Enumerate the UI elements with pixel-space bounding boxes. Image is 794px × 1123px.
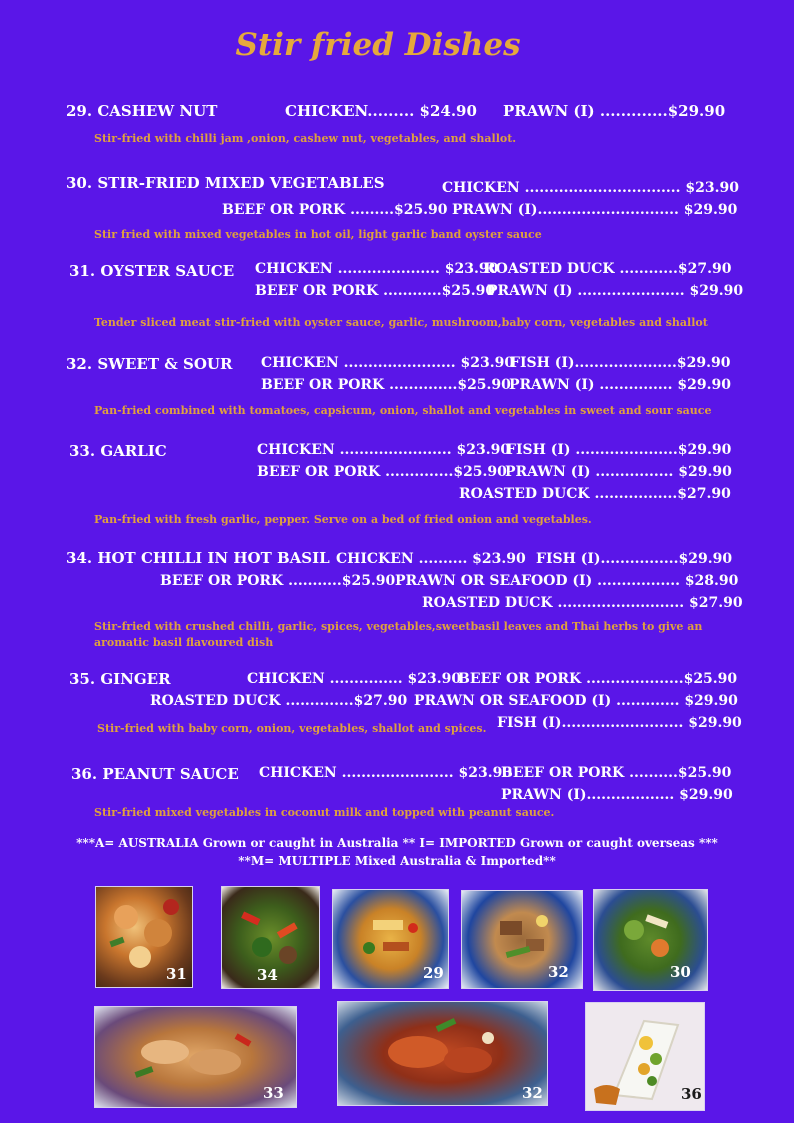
dish-description: Stir-fried mixed vegetables in coconut milk and topped with peanut sauce. xyxy=(94,806,555,819)
photo-number: 32 xyxy=(522,1084,543,1102)
dish-name: 35. GINGER xyxy=(69,670,171,688)
dish-photo xyxy=(337,1001,548,1106)
price-beef-pork: BEEF OR PORK ..............$25.90 xyxy=(261,377,511,393)
price-prawn: PRAWN (I) ...................... $29.90 xyxy=(487,283,744,299)
price-roasted-duck: ROASTED DUCK ..............$27.90 xyxy=(150,693,408,709)
price-prawn: PRAWN (I)............................. $29.90 xyxy=(452,202,738,218)
origin-note: **M= MULTIPLE Mixed Australia & Imported** xyxy=(238,854,556,868)
photo-number: 36 xyxy=(681,1085,702,1103)
photo-number: 34 xyxy=(257,966,278,984)
dish-description: Stir-fried with crushed chilli, garlic, spices, vegetables,sweetbasil leaves and Thai herbs to give an xyxy=(94,620,703,633)
dish-description: Tender sliced meat stir-fried with oyster sauce, garlic, mushroom,baby corn, vegetables and shallot xyxy=(94,316,708,329)
price-prawn-seafood: PRAWN OR SEAFOOD (I) ................. $28.90 xyxy=(395,573,739,589)
price-chicken: CHICKEN ....................... $23.90 xyxy=(261,355,515,371)
price-fish: FISH (I).....................$29.90 xyxy=(510,355,731,371)
price-chicken: CHICKEN ....................... $23.90 xyxy=(257,442,511,458)
price-fish: FISH (I)................$29.90 xyxy=(536,551,733,567)
photo-illustration xyxy=(338,1002,547,1105)
dish-description-line2: aromatic basil flavoured dish xyxy=(94,636,274,649)
price-roasted-duck: ROASTED DUCK .................$27.90 xyxy=(459,486,731,502)
price-chicken: CHICKEN ....................... $23.90 xyxy=(259,765,513,781)
dish-name: 29. CASHEW NUT xyxy=(66,102,218,120)
price-beef-pork: BEEF OR PORK ...........$25.90 xyxy=(160,573,396,589)
price-beef-pork: BEEF OR PORK ....................$25.90 xyxy=(458,671,738,687)
dish-photo xyxy=(94,1006,297,1108)
price-roasted-duck: ROASTED DUCK .......................... $27.90 xyxy=(422,595,743,611)
dish-photo xyxy=(585,1002,705,1111)
dish-name: 34. HOT CHILLI IN HOT BASIL xyxy=(66,549,330,567)
page-title: Stir fried Dishes xyxy=(235,27,521,63)
price-fish: FISH (I) .....................$29.90 xyxy=(506,442,732,458)
price-beef-pork: BEEF OR PORK ............$25.90 xyxy=(255,283,496,299)
dish-description: Stir-fried with chilli jam ,onion, cashew nut, vegetables, and shallot. xyxy=(94,132,517,145)
dish-name: 30. STIR-FRIED MIXED VEGETABLES xyxy=(66,174,385,192)
price-chicken: CHICKEN ..................... $23.90 xyxy=(255,261,499,277)
price-prawn: PRAWN (I) .............$29.90 xyxy=(503,102,726,120)
dish-name: 31. OYSTER SAUCE xyxy=(69,262,235,280)
dish-photo xyxy=(221,886,320,989)
dish-photo xyxy=(332,889,449,989)
price-chicken: CHICKEN .......... $23.90 xyxy=(336,551,526,567)
dish-description: Pan-fried with fresh garlic, pepper. Serve on a bed of fried onion and vegetables. xyxy=(94,513,592,526)
price-fish: FISH (I)......................... $29.90 xyxy=(497,715,742,731)
price-roasted-duck: ROASTED DUCK ............$27.90 xyxy=(484,261,732,277)
price-prawn: PRAWN (I) ............... $29.90 xyxy=(509,377,731,393)
price-chicken: CHICKEN ................................ $23.90 xyxy=(442,180,739,196)
dish-description: Pan-fried combined with tomatoes, capsicum, onion, shallot and vegetables in sweet and sour sauce xyxy=(94,404,712,417)
price-chicken: CHICKEN ............... $23.90 xyxy=(247,671,462,687)
dish-name: 36. PEANUT SAUCE xyxy=(71,765,239,783)
price-prawn: PRAWN (I) ................ $29.90 xyxy=(505,464,732,480)
photo-number: 33 xyxy=(263,1084,284,1102)
price-beef-pork: BEEF OR PORK ..........$25.90 xyxy=(501,765,732,781)
origin-note: ***A= AUSTRALIA Grown or caught in Australia ** I= IMPORTED Grown or caught overseas *** xyxy=(76,836,718,850)
price-beef-pork: BEEF OR PORK .........$25.90 xyxy=(222,202,448,218)
dish-description: Stir fried with mixed vegetables in hot oil, light garlic band oyster sauce xyxy=(94,228,542,241)
dish-photo xyxy=(593,889,708,991)
dish-photo xyxy=(95,886,193,988)
price-beef-pork: BEEF OR PORK ..............$25.90 xyxy=(257,464,507,480)
dish-name: 32. SWEET & SOUR xyxy=(66,355,233,373)
dish-photo xyxy=(461,890,583,989)
price-prawn-seafood: PRAWN OR SEAFOOD (I) ............. $29.90 xyxy=(414,693,738,709)
price-chicken: CHICKEN......... $24.90 xyxy=(285,102,477,120)
price-prawn: PRAWN (I).................. $29.90 xyxy=(501,787,733,803)
photo-number: 32 xyxy=(548,963,569,981)
photo-number: 30 xyxy=(670,963,691,981)
photo-number: 29 xyxy=(423,964,444,982)
dish-name: 33. GARLIC xyxy=(69,442,167,460)
dish-description: Stir-fried with baby corn, onion, vegetables, shallot and spices. xyxy=(97,722,487,735)
photo-number: 31 xyxy=(166,965,187,983)
